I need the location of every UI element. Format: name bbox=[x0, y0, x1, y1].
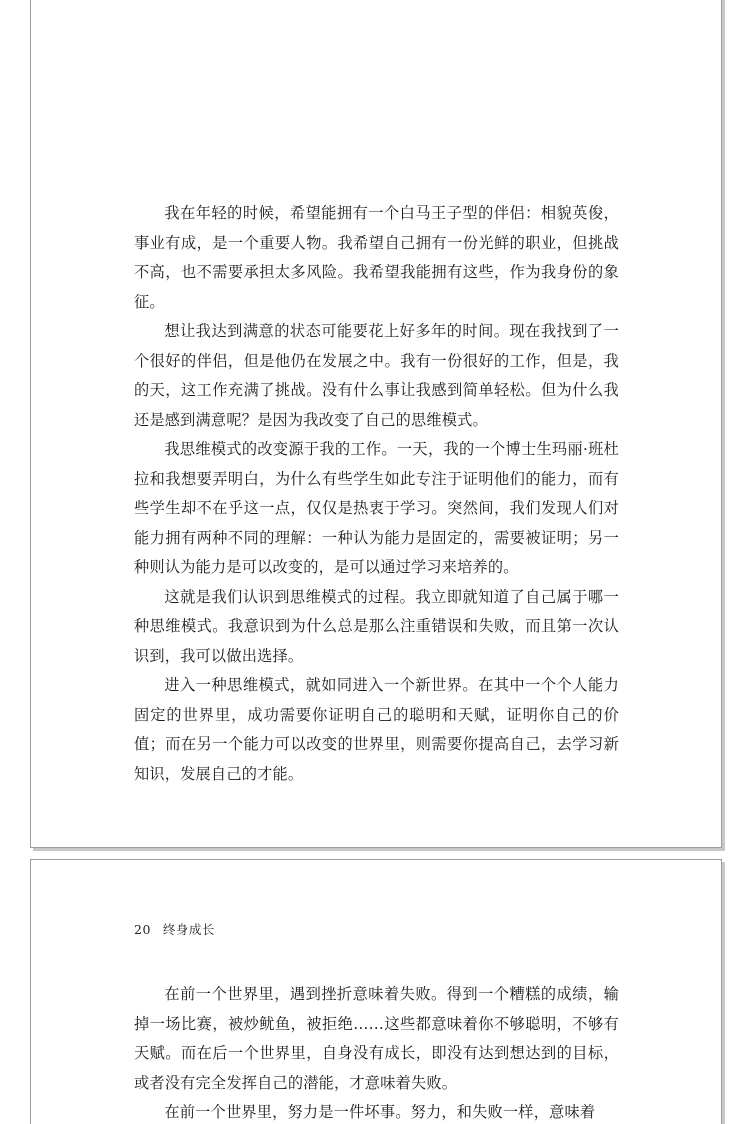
paragraph: 进入一种思维模式，就如同进入一个新世界。在其中一个个人能力固定的世界里，成功需要你证明自己的聪明和天赋，证明你自己的价值；而在另一个能力可以改变的世界里，则需要你提高自己，去学习新知识，发展自己的才能。 bbox=[134, 676, 619, 783]
book-page-top bbox=[30, 0, 722, 848]
paragraph: 在前一个世界里，遇到挫折意味着失败。得到一个糟糕的成绩，输掉一场比赛，被炒鱿鱼，被拒绝……这些都意味着你不够聪明，不够有天赋。而在后一个世界里，自身没有成长，即没有达到想达到的目标，或者没有完全发挥自己的潜能，才意味着失败。 bbox=[134, 985, 619, 1092]
page-body-text bbox=[134, 980, 619, 1124]
running-head bbox=[134, 920, 215, 938]
paragraph: 这就是我们认识到思维模式的过程。我立即就知道了自己属于哪一种思维模式。我意识到为什么总是那么注重错误和失败，而且第一次认识到，我可以做出选择。 bbox=[134, 587, 619, 665]
page-number: 20 bbox=[134, 922, 151, 937]
page-body-text bbox=[134, 199, 619, 789]
paragraph: 想让我达到满意的状态可能要花上好多年的时间。现在我找到了一个很好的伴侣，但是他仍在发展之中。我有一份很好的工作，但是，我的天，这工作充满了挑战。没有什么事让我感到简单轻松。但为什么我还是感到满意呢？是因为我改变了自己的思维模式。 bbox=[134, 322, 619, 429]
running-title: 终身成长 bbox=[162, 922, 215, 937]
book-page-bottom bbox=[30, 859, 722, 1124]
paragraph: 我思维模式的改变源于我的工作。一天，我的一个博士生玛丽·班杜拉和我想要弄明白，为什么有些学生如此专注于证明他们的能力，而有些学生却不在乎这一点，仅仅是热衷于学习。突然间，我们发现人们对能力拥有两种不同的理解：一种认为能力是固定的，需要被证明；另一种则认为能力是可以改变的，是可以通过学习来培养的。 bbox=[134, 440, 619, 576]
paragraph: 我在年轻的时候，希望能拥有一个白马王子型的伴侣：相貌英俊，事业有成，是一个重要人物。我希望自己拥有一份光鲜的职业，但挑战不高，也不需要承担太多风险。我希望我能拥有这些，作为我身份的象征。 bbox=[134, 204, 619, 311]
paragraph: 在前一个世界里，努力是一件坏事。努力，和失败一样，意味着 bbox=[164, 1103, 596, 1121]
